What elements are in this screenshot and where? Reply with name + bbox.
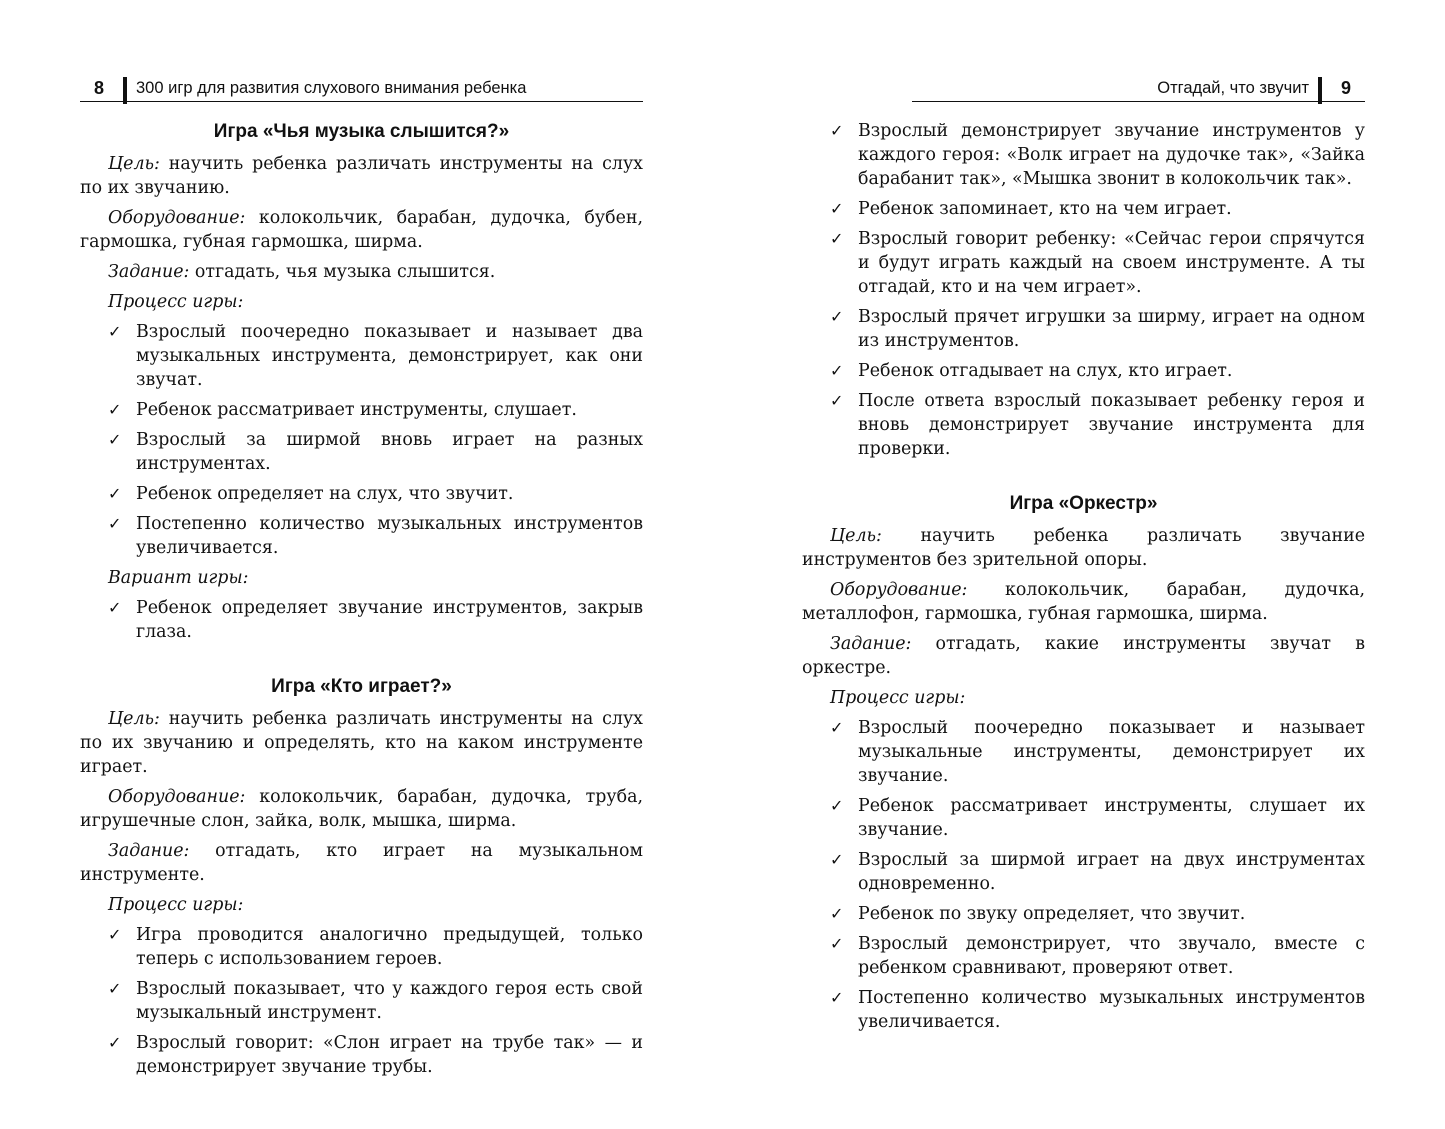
list-item-text: Постепенно количество музыкальных инструментов увеличивается.	[858, 988, 1365, 1032]
list-item	[802, 794, 1365, 842]
list-item-text: Ребенок определяет звучание инструментов, закрыв глаза.	[136, 598, 643, 642]
paragraph-label: Цель:	[830, 526, 882, 546]
right-page	[802, 0, 1365, 1129]
paragraph	[80, 839, 643, 887]
paragraph-label: Оборудование:	[830, 580, 968, 600]
paragraph	[802, 578, 1365, 626]
checkmark-icon: ✓	[830, 850, 844, 869]
checkmark-icon: ✓	[830, 988, 844, 1007]
section-gap	[80, 650, 643, 674]
subheading: Процесс игры:	[108, 895, 244, 915]
checkmark-icon: ✓	[108, 925, 122, 944]
checkmark-icon: ✓	[830, 121, 844, 140]
paragraph-text: научить ребенка различать звучание инструментов без зрительной опоры.	[802, 526, 1365, 570]
right-running-header	[802, 74, 1365, 104]
checkmark-icon: ✓	[108, 484, 122, 503]
left-running-header	[80, 74, 643, 104]
paragraph	[80, 152, 643, 200]
list-item	[802, 305, 1365, 353]
list-item	[802, 119, 1365, 191]
checklist	[80, 596, 643, 644]
list-item-text: Ребенок рассматривает инструменты, слушает их звучание.	[858, 796, 1365, 840]
header-rule	[912, 101, 1365, 102]
list-item	[80, 923, 643, 971]
page-number: 8	[94, 78, 105, 98]
list-item	[80, 320, 643, 392]
page-number: 9	[1340, 78, 1351, 98]
checkmark-icon: ✓	[108, 598, 122, 617]
paragraph-label: Цель:	[108, 709, 160, 729]
list-item-text: Ребенок по звуку определяет, что звучит.	[858, 904, 1246, 924]
running-title: Отгадай, что звучит	[1157, 79, 1309, 97]
paragraph-label: Оборудование:	[108, 208, 246, 228]
list-item-text: Взрослый поочередно показывает и называет музыкальные инструменты, демонстрирует их звучание.	[858, 718, 1365, 786]
header-divider-bar	[123, 77, 127, 104]
list-item	[80, 512, 643, 560]
paragraph-text: отгадать, чья музыка слышится.	[189, 262, 496, 282]
paragraph	[80, 206, 643, 254]
checklist	[80, 923, 643, 1079]
paragraph-label: Задание:	[108, 841, 190, 861]
list-item	[802, 986, 1365, 1034]
list-item	[80, 482, 643, 506]
section-title: Игра «Кто играет?»	[271, 676, 452, 697]
list-item-text: Взрослый за ширмой вновь играет на разных инструментах.	[136, 430, 643, 474]
list-item	[802, 197, 1365, 221]
paragraph	[802, 632, 1365, 680]
list-item	[802, 848, 1365, 896]
paragraph-text: отгадать, какие инструменты звучат в оркестре.	[802, 634, 1365, 678]
checkmark-icon: ✓	[108, 400, 122, 419]
running-title: 300 игр для развития слухового внимания ребенка	[136, 79, 527, 97]
left-page-content	[80, 119, 643, 1085]
checkmark-icon: ✓	[830, 229, 844, 248]
checkmark-icon: ✓	[830, 796, 844, 815]
list-item	[802, 902, 1365, 926]
list-item	[802, 389, 1365, 461]
list-item-text: Ребенок отгадывает на слух, кто играет.	[858, 361, 1233, 381]
checkmark-icon: ✓	[830, 307, 844, 326]
paragraph-text: колокольчик, барабан, дудочка, бубен, гармошка, губная гармошка, ширма.	[80, 208, 643, 252]
list-item-text: Взрослый демонстрирует, что звучало, вместе с ребенком сравнивают, проверяют ответ.	[858, 934, 1365, 978]
checkmark-icon: ✓	[108, 430, 122, 449]
list-item-text: После ответа взрослый показывает ребенку героя и вновь демонстрирует звучание инструмента для проверки.	[858, 391, 1365, 459]
list-item-text: Ребенок запоминает, кто на чем играет.	[858, 199, 1232, 219]
list-item-text: Взрослый прячет игрушки за ширму, играет на одном из инструментов.	[858, 307, 1365, 351]
checkmark-icon: ✓	[830, 391, 844, 410]
paragraph-text: отгадать, кто играет на музыкальном инструменте.	[80, 841, 643, 885]
checkmark-icon: ✓	[830, 199, 844, 218]
paragraph-label: Задание:	[830, 634, 912, 654]
list-item	[802, 716, 1365, 788]
list-item-text: Взрослый за ширмой играет на двух инструментах одновременно.	[858, 850, 1365, 894]
list-item-text: Взрослый поочередно показывает и называет два музыкальных инструмента, демонстрирует, как они звучат.	[136, 322, 643, 390]
paragraph	[80, 260, 643, 284]
checkmark-icon: ✓	[830, 934, 844, 953]
list-item	[80, 428, 643, 476]
checklist	[80, 320, 643, 560]
list-item	[802, 932, 1365, 980]
checkmark-icon: ✓	[108, 322, 122, 341]
section-gap	[802, 467, 1365, 491]
list-item-text: Взрослый говорит: «Слон играет на трубе так» — и демонстрирует звучание трубы.	[136, 1033, 643, 1077]
checkmark-icon: ✓	[830, 718, 844, 737]
section-title: Игра «Оркестр»	[1009, 493, 1158, 514]
paragraph-label: Оборудование:	[108, 787, 246, 807]
subheading: Процесс игры:	[108, 292, 244, 312]
paragraph-text: колокольчик, барабан, дудочка, металлофон, гармошка, губная гармошка, ширма.	[802, 580, 1365, 624]
list-item-text: Взрослый показывает, что у каждого героя есть свой музыкальный инструмент.	[136, 979, 643, 1023]
paragraph	[802, 524, 1365, 572]
header-divider-bar	[1318, 77, 1322, 104]
list-item	[80, 596, 643, 644]
checkmark-icon: ✓	[108, 979, 122, 998]
list-item	[802, 359, 1365, 383]
list-item-text: Взрослый говорит ребенку: «Сейчас герои спрячутся и будут играть каждый на своем инструменте. А ты отгадай, кто и на чем играет».	[858, 229, 1365, 297]
list-item-text: Игра проводится аналогично предыдущей, только теперь с использованием героев.	[136, 925, 643, 969]
checkmark-icon: ✓	[108, 1033, 122, 1052]
checklist	[802, 119, 1365, 461]
list-item	[80, 977, 643, 1025]
list-item	[80, 1031, 643, 1079]
list-item	[80, 398, 643, 422]
list-item-text: Ребенок определяет на слух, что звучит.	[136, 484, 514, 504]
list-item-text: Ребенок рассматривает инструменты, слушает.	[136, 400, 577, 420]
subheading: Вариант игры:	[108, 568, 249, 588]
paragraph-text: научить ребенка различать инструменты на слух по их звучанию.	[80, 154, 643, 198]
right-page-content	[802, 119, 1365, 1040]
paragraph-text: колокольчик, барабан, дудочка, труба, игрушечные слон, зайка, волк, мышка, ширма.	[80, 787, 643, 831]
paragraph-text: научить ребенка различать инструменты на слух по их звучанию и определять, кто на каком инструменте играет.	[80, 709, 643, 777]
list-item-text: Постепенно количество музыкальных инструментов увеличивается.	[136, 514, 643, 558]
paragraph	[80, 707, 643, 779]
checkmark-icon: ✓	[830, 361, 844, 380]
paragraph	[80, 785, 643, 833]
paragraph-label: Задание:	[108, 262, 190, 282]
left-page	[80, 0, 643, 1129]
subheading: Процесс игры:	[830, 688, 966, 708]
header-rule	[80, 101, 643, 102]
paragraph-label: Цель:	[108, 154, 160, 174]
list-item-text: Взрослый демонстрирует звучание инструментов у каждого героя: «Волк играет на дудочке так», «Зайка барабанит так», «Мышка звонит в колокольчик так».	[858, 121, 1365, 189]
checklist	[802, 716, 1365, 1034]
section-title: Игра «Чья музыка слышится?»	[213, 121, 510, 142]
checkmark-icon: ✓	[108, 514, 122, 533]
checkmark-icon: ✓	[830, 904, 844, 923]
list-item	[802, 227, 1365, 299]
